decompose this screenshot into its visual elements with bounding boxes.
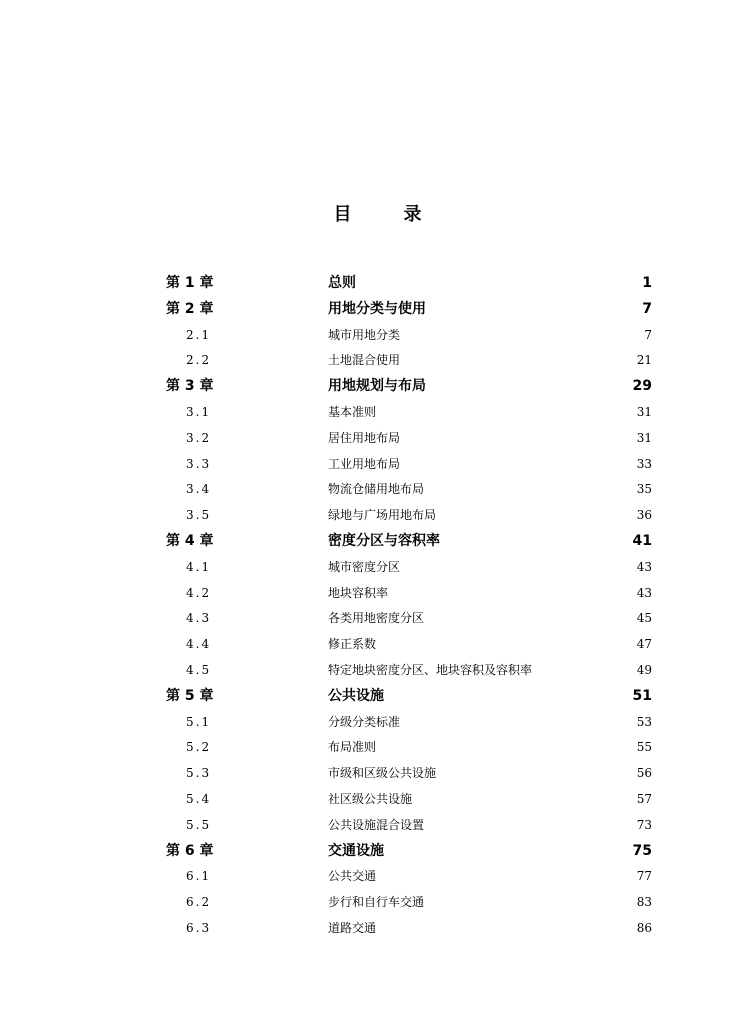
toc-entry-page: 35 — [636, 482, 652, 497]
toc-section-row[interactable] — [0, 787, 755, 813]
toc-entry-title: 市级和区级公共设施 — [328, 766, 437, 781]
toc-entry-number: 5.4 — [186, 791, 212, 806]
toc-entry-number: 6.2 — [186, 895, 212, 910]
toc-section-row[interactable] — [0, 477, 755, 503]
toc-entry-page: 7 — [642, 300, 652, 317]
toc-entry-title: 绿地与广场用地布局 — [328, 508, 437, 523]
toc-entry-number: 5.2 — [186, 740, 212, 755]
toc-section-row[interactable] — [0, 581, 755, 607]
toc-entry-page: 86 — [636, 920, 652, 935]
toc-entry-number: 3.1 — [186, 404, 212, 419]
toc-entry-number: 4.2 — [186, 585, 212, 600]
toc-entry-number: 2.2 — [186, 353, 212, 368]
toc-section-row[interactable] — [0, 400, 755, 426]
toc-entry-number: 5.3 — [186, 766, 212, 781]
toc-section-row[interactable] — [0, 426, 755, 452]
toc-section-row[interactable] — [0, 813, 755, 839]
toc-entry-title: 土地混合使用 — [328, 353, 401, 368]
toc-entry-title: 道路交通 — [328, 920, 377, 935]
toc-entry-title: 总则 — [328, 275, 356, 291]
toc-entry-page: 55 — [636, 740, 652, 755]
toc-entry-title: 社区级公共设施 — [328, 791, 413, 806]
toc-entry-title: 交通设施 — [328, 842, 384, 859]
toc-entry-page: 45 — [636, 611, 652, 626]
toc-entry-page: 56 — [636, 766, 652, 781]
toc-section-row[interactable] — [0, 632, 755, 658]
toc-entry-page: 83 — [636, 895, 652, 910]
toc-entry-number: 5.5 — [186, 817, 212, 832]
toc-section-row[interactable] — [0, 323, 755, 349]
toc-entry-number: 4.1 — [186, 559, 212, 574]
toc-entry-title: 公共设施 — [328, 687, 384, 704]
toc-section-row[interactable] — [0, 452, 755, 478]
toc-entry-number: 3.4 — [186, 482, 212, 497]
toc-entry-title: 居住用地布局 — [328, 430, 401, 445]
toc-entry-number: 3.3 — [186, 456, 212, 471]
toc-entry-number: 第 6 章 — [166, 842, 214, 859]
toc-entry-title: 布局准则 — [328, 740, 377, 755]
toc-section-row[interactable] — [0, 658, 755, 684]
toc-chapter-row[interactable] — [0, 297, 755, 323]
toc-entry-page: 33 — [636, 456, 652, 471]
toc-entry-page: 47 — [636, 637, 652, 652]
toc-section-row[interactable] — [0, 348, 755, 374]
toc-entry-number: 5.1 — [186, 714, 212, 729]
toc-entry-page: 49 — [636, 662, 652, 677]
toc-entry-page: 31 — [636, 404, 652, 419]
toc-section-row[interactable] — [0, 555, 755, 581]
toc-entry-title: 修正系数 — [328, 637, 377, 652]
toc-entry-title: 物流仓储用地布局 — [328, 482, 425, 497]
toc-entry-number: 2.1 — [186, 327, 212, 342]
toc-section-row[interactable] — [0, 890, 755, 916]
toc-chapter-row[interactable] — [0, 529, 755, 555]
toc-entry-number: 3.2 — [186, 430, 212, 445]
toc-entry-title: 各类用地密度分区 — [328, 611, 425, 626]
toc-entry-number: 4.3 — [186, 611, 212, 626]
toc-entry-title: 工业用地布局 — [328, 456, 401, 471]
toc-entry-page: 29 — [632, 378, 652, 395]
table-of-contents — [0, 271, 755, 942]
toc-entry-page: 73 — [636, 817, 652, 832]
toc-chapter-row[interactable] — [0, 271, 755, 297]
toc-entry-page: 43 — [636, 585, 652, 600]
toc-entry-title: 公共交通 — [328, 869, 377, 884]
toc-entry-title: 地块容积率 — [328, 585, 389, 600]
toc-entry-title: 步行和自行车交通 — [328, 895, 425, 910]
toc-entry-page: 77 — [636, 869, 652, 884]
toc-entry-number: 第 1 章 — [166, 275, 214, 291]
toc-entry-page: 31 — [636, 430, 652, 445]
toc-entry-page: 21 — [636, 353, 652, 368]
toc-entry-title: 用地分类与使用 — [328, 300, 426, 317]
toc-entry-page: 57 — [636, 791, 652, 806]
toc-entry-number: 第 2 章 — [166, 300, 214, 317]
toc-entry-page: 51 — [632, 687, 652, 704]
toc-entry-page: 53 — [636, 714, 652, 729]
toc-entry-title: 分级分类标准 — [328, 714, 401, 729]
toc-entry-title: 城市密度分区 — [328, 559, 401, 574]
toc-chapter-row[interactable] — [0, 839, 755, 865]
toc-entry-page: 1 — [642, 275, 652, 291]
toc-entry-number: 4.4 — [186, 637, 212, 652]
toc-entry-title: 基本准则 — [328, 404, 377, 419]
toc-entry-page: 36 — [636, 508, 652, 523]
toc-section-row[interactable] — [0, 710, 755, 736]
toc-entry-page: 7 — [644, 327, 652, 342]
toc-entry-title: 公共设施混合设置 — [328, 817, 425, 832]
toc-section-row[interactable] — [0, 864, 755, 890]
toc-entry-title: 特定地块密度分区、地块容积及容积率 — [328, 662, 533, 677]
toc-section-row[interactable] — [0, 735, 755, 761]
toc-entry-page: 41 — [632, 532, 652, 549]
toc-entry-title: 用地规划与布局 — [328, 378, 426, 395]
toc-entry-title: 密度分区与容积率 — [328, 532, 440, 549]
toc-entry-number: 6.3 — [186, 920, 212, 935]
toc-entry-number: 4.5 — [186, 662, 212, 677]
toc-section-row[interactable] — [0, 916, 755, 942]
toc-section-row[interactable] — [0, 503, 755, 529]
toc-entry-page: 75 — [632, 842, 652, 859]
toc-entry-page: 43 — [636, 559, 652, 574]
toc-entry-title: 城市用地分类 — [328, 327, 401, 342]
toc-entry-number: 3.5 — [186, 508, 212, 523]
toc-entry-number: 第 5 章 — [166, 687, 214, 704]
toc-title — [0, 200, 755, 226]
toc-entry-number: 第 4 章 — [166, 532, 214, 549]
toc-section-row[interactable] — [0, 606, 755, 632]
toc-section-row[interactable] — [0, 761, 755, 787]
toc-title-char-2: 录 — [403, 204, 422, 225]
toc-chapter-row[interactable] — [0, 684, 755, 710]
toc-entry-number: 6.1 — [186, 869, 212, 884]
toc-chapter-row[interactable] — [0, 374, 755, 400]
toc-title-char-1: 目 — [333, 204, 352, 225]
toc-entry-number: 第 3 章 — [166, 378, 214, 395]
